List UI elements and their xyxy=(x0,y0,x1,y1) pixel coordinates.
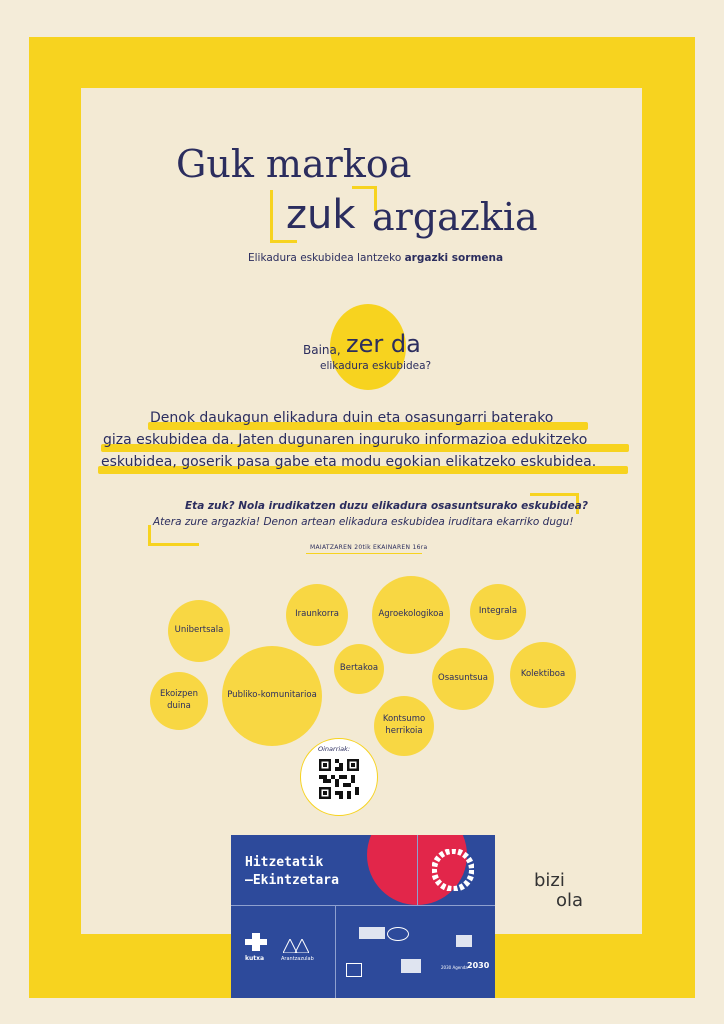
arantzazulab-label: Arantzazulab xyxy=(281,956,314,962)
bubble-iraunkorra xyxy=(286,584,348,646)
bubble-ekoizpen-duina xyxy=(150,672,208,730)
question-zer-da: zer da xyxy=(346,330,421,358)
bubble-label: Integrala xyxy=(478,606,518,617)
definition-line-1: Denok daukagun elikadura duin eta osasungarri baterako xyxy=(150,410,554,426)
subtitle xyxy=(248,252,503,264)
title-line-1: Guk markoa xyxy=(176,142,412,186)
banner-logo-divider xyxy=(335,905,336,998)
subtitle-bold: argazki sormena xyxy=(404,252,504,264)
definition-line-2: giza eskubidea da. Jaten dugunaren inguruko informazioa edukitzeko xyxy=(103,432,588,448)
date-range: MAIATZAREN 20tik EKAINAREN 16ra xyxy=(310,544,428,551)
banner-title-1: Hitzetatik xyxy=(245,855,324,870)
bubble-label-line: duina xyxy=(167,701,191,711)
bubble-integrala xyxy=(470,584,526,640)
qr-code-icon[interactable] xyxy=(319,759,359,799)
bubble-label: Osasuntsua xyxy=(438,673,488,684)
bubble-label xyxy=(160,689,198,713)
kutxa-label: kutxa xyxy=(245,955,265,962)
date-underline xyxy=(306,553,422,554)
bubble-label: Agroekologikoa xyxy=(378,609,444,620)
bubble-unibertsala xyxy=(168,600,230,662)
banner-divider xyxy=(417,835,418,905)
eu-logo-icon xyxy=(401,959,421,973)
agenda-year: 2030 xyxy=(467,961,490,970)
cta-question: Eta zuk? Nola irudikatzen duzu elikadura osasuntsurako eskubidea? xyxy=(185,500,588,512)
bubble-label: Publiko-komunitarioa xyxy=(227,690,317,701)
title-argazkia: argazkia xyxy=(372,195,538,239)
definition-line-3: eskubidea, goserik pasa gabe eta modu egokian elikatzeko eskubidea. xyxy=(101,454,597,470)
kutxa-logo-icon xyxy=(245,933,267,951)
banner-logos-area xyxy=(231,905,495,998)
bubble-label-line: herrikoia xyxy=(385,726,423,736)
bubble-publiko-komunitarioa xyxy=(222,646,322,746)
arantzazulab-logo-icon xyxy=(283,939,309,953)
bubble-kontsumo-herrikoia xyxy=(374,696,434,756)
agenda-label: 2030 Agenda xyxy=(441,965,468,970)
bubble-label: Unibertsala xyxy=(174,625,224,636)
bubble-label: Bertakoa xyxy=(339,663,379,674)
sponsor-banner xyxy=(231,835,495,998)
question-baina: Baina, xyxy=(303,343,341,357)
subtitle-normal: Elikadura eskubidea lantzeko xyxy=(248,252,405,264)
eu-logo-icon xyxy=(346,963,362,977)
bubble-agroekologikoa xyxy=(372,576,450,654)
bubble-label xyxy=(383,714,425,738)
bubble-label: Iraunkorra xyxy=(295,609,339,620)
bubble-label: Kolektiboa xyxy=(520,669,566,680)
bubble-label-line: Ekoizpen xyxy=(159,689,199,700)
wheel-icon xyxy=(432,849,474,891)
bubble-label-line: Kontsumo xyxy=(382,714,426,725)
gov-logo-icon xyxy=(456,935,472,947)
question-rest: elikadura eskubidea? xyxy=(320,360,432,372)
bubble-osasuntsua xyxy=(432,648,494,710)
title-zuk: zuk xyxy=(286,192,356,238)
biziola-logo-bizi: bizi xyxy=(534,870,565,891)
biziola-logo-ola: ola xyxy=(556,890,584,911)
bubble-bertakoa xyxy=(334,644,384,694)
qr-label: Oinarriak: xyxy=(318,745,351,753)
banner-title-2: —Ekintzetara xyxy=(245,873,339,888)
gov-logo-icon xyxy=(387,927,409,941)
gov-logo-icon xyxy=(359,927,385,939)
cta-bracket-left xyxy=(148,525,199,546)
bubble-kolektiboa xyxy=(510,642,576,708)
cta-invite: Atera zure argazkia! Denon artean elikadura eskubidea iruditara ekarriko dugu! xyxy=(153,516,574,528)
